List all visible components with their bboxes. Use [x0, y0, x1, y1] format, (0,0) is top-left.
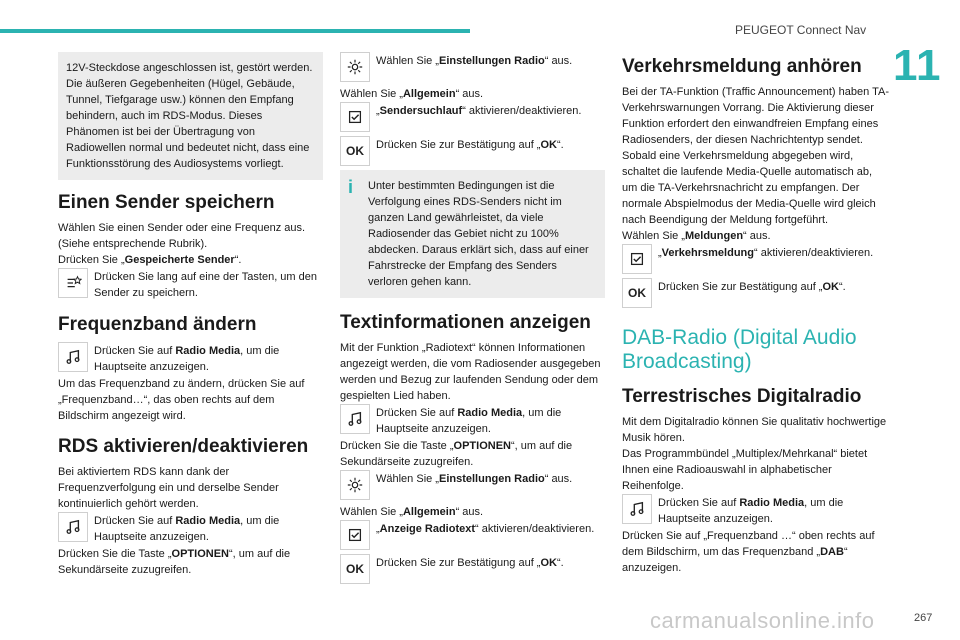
paragraph: Wählen Sie „Allgemein“ aus.: [340, 88, 484, 100]
section-title-rds: RDS aktivieren/deaktivieren: [58, 436, 309, 457]
section-title-textinformationen: Textinformationen anzeigen: [340, 312, 591, 333]
paragraph: Bei aktiviertem RDS kann dank der Frequenzverfolgung ein und derselbe Sender kontinuierlich gehört werden.: [58, 466, 279, 510]
column-2: [340, 52, 605, 588]
checkbox-icon: [340, 520, 370, 550]
section-title-terrestrisches-digitalradio: Terrestrisches Digitalradio: [622, 386, 862, 407]
paragraph: Drücken Sie „Gespeicherte Sender“.: [58, 254, 242, 266]
section-title-frequenzband-aendern: Frequenzband ändern: [58, 314, 257, 335]
music-note-icon: [622, 494, 652, 524]
radio-settings-icon: [340, 52, 370, 82]
instruction-row: Drücken Sie lang auf eine der Tasten, um den Sender zu speichern.: [58, 268, 323, 302]
ok-icon: OK: [340, 554, 370, 584]
favorites-icon: [58, 268, 88, 298]
instruction-row: Wählen Sie „Einstellungen Radio“ aus.: [340, 470, 605, 504]
paragraph: Bei der TA-Funktion (Traffic Announcement) haben TA-Verkehrswarnungen Vorrang. Die Aktivierung dieser Funktion erfordert den einwandfreien Empfang eines Radiosenders, der diesen Nachrichtentyp sendet. Sobald eine Verkehrsmeldung abgegeben wird, schaltet die laufende Media-Quelle automatisch ab, um die TA-Verkehrsnachricht zu empfangen. Der normale Abspielmodus der Media-Quelle wird gleich nach Beendigung der Meldung fortgeführt.: [622, 86, 889, 226]
page-number: 267: [914, 612, 933, 624]
ok-icon: OK: [622, 278, 652, 308]
ok-icon: OK: [340, 136, 370, 166]
instruction-row: Wählen Sie „Einstellungen Radio“ aus.: [340, 52, 605, 86]
music-note-icon: [58, 342, 88, 372]
paragraph: Wählen Sie einen Sender oder eine Frequenz aus.: [58, 222, 306, 234]
paragraph: Drücken Sie die Taste „OPTIONEN“, um auf die Sekundärseite zuzugreifen.: [58, 548, 291, 576]
column-1: [58, 52, 323, 578]
paragraph: (Siehe entsprechende Rubrik).: [58, 238, 208, 250]
music-note-icon: [340, 404, 370, 434]
paragraph: Mit dem Digitalradio können Sie qualitativ hochwertige Musik hören.: [622, 416, 887, 444]
instruction-row: „Anzeige Radiotext“ aktivieren/deaktivieren.: [340, 520, 605, 554]
column-3: [622, 52, 890, 576]
paragraph: Das Programmbündel „Multiplex/Mehrkanal“ bietet Ihnen eine Radioauswahl in alphabetischer Reihenfolge.: [622, 448, 868, 492]
music-note-icon: [58, 512, 88, 542]
instruction-row: Drücken Sie auf Radio Media, um die Hauptseite anzuzeigen.: [58, 512, 323, 546]
instruction-row: „Verkehrsmeldung“ aktivieren/deaktivieren.: [622, 244, 890, 278]
note-box: 12V-Steckdose angeschlossen ist, gestört werden. Die äußeren Gegebenheiten (Hügel, Gebäude, Tunnel, Tiefgarage usw.) können den Empfang behindern, auch im RDS-Modus. Dieses Phänomen ist bei der Übertragung von Radiowellen normal und bedeutet nicht, dass eine Funktionsstörung des Audiosystems vorliegt.: [58, 52, 323, 180]
radio-settings-icon: [340, 470, 370, 500]
instruction-row: „Sendersuchlauf“ aktivieren/deaktivieren.: [340, 102, 605, 136]
instruction-row: OK Drücken Sie zur Bestätigung auf „OK“.: [340, 136, 605, 170]
checkbox-icon: [622, 244, 652, 274]
info-icon: i: [348, 177, 354, 197]
paragraph: Wählen Sie „Allgemein“ aus.: [340, 506, 484, 518]
section-title-einen-sender-speichern: Einen Sender speichern: [58, 192, 275, 213]
instruction-row: Drücken Sie auf Radio Media, um die Hauptseite anzuzeigen.: [58, 342, 323, 376]
chapter-number: 11: [893, 41, 942, 90]
instruction-row: Drücken Sie auf Radio Media, um die Hauptseite anzuzeigen.: [340, 404, 605, 438]
info-note-box: i Unter bestimmten Bedingungen ist die Verfolgung eines RDS-Senders nicht im ganzen Land gewährleistet, da viele Radiosender das Gebiet nicht zu 100% abdecken. Daraus erklärt sich, dass auf einer Fahrstrecke der Empfang des Senders verloren gehen kann.: [340, 170, 605, 298]
paragraph: Drücken Sie die Taste „OPTIONEN“, um auf die Sekundärseite zuzugreifen.: [340, 440, 573, 468]
instruction-row: OK Drücken Sie zur Bestätigung auf „OK“.: [340, 554, 605, 588]
header-accent-bar: [0, 29, 470, 33]
paragraph: Wählen Sie „Meldungen“ aus.: [622, 230, 771, 242]
header-title: PEUGEOT Connect Nav: [735, 23, 867, 37]
instruction-row: Drücken Sie auf Radio Media, um die Hauptseite anzuzeigen.: [622, 494, 890, 528]
paragraph: Um das Frequenzband zu ändern, drücken Sie auf „Frequenzband…“, das oben rechts auf dem Bildschirm angezeigt wird.: [58, 378, 305, 422]
paragraph: Mit der Funktion „Radiotext“ können Informationen angezeigt werden, die vom Radiosender ausgegeben werden und Bezug zur laufenden Sendung oder dem gespielten Lied haben.: [340, 342, 601, 402]
instruction-row: OK Drücken Sie zur Bestätigung auf „OK“.: [622, 278, 890, 312]
section-title-verkehrsmeldung: Verkehrsmeldung anhören: [622, 56, 862, 77]
paragraph: Drücken Sie auf „Frequenzband …“ oben rechts auf dem Bildschirm, um das Frequenzband „DAB“ anzuzeigen.: [622, 530, 875, 574]
checkbox-icon: [340, 102, 370, 132]
watermark: carmanualsonline.info: [650, 608, 875, 633]
chapter-heading-dab-radio: DAB-Radio (Digital Audio Broadcasting): [622, 326, 857, 373]
